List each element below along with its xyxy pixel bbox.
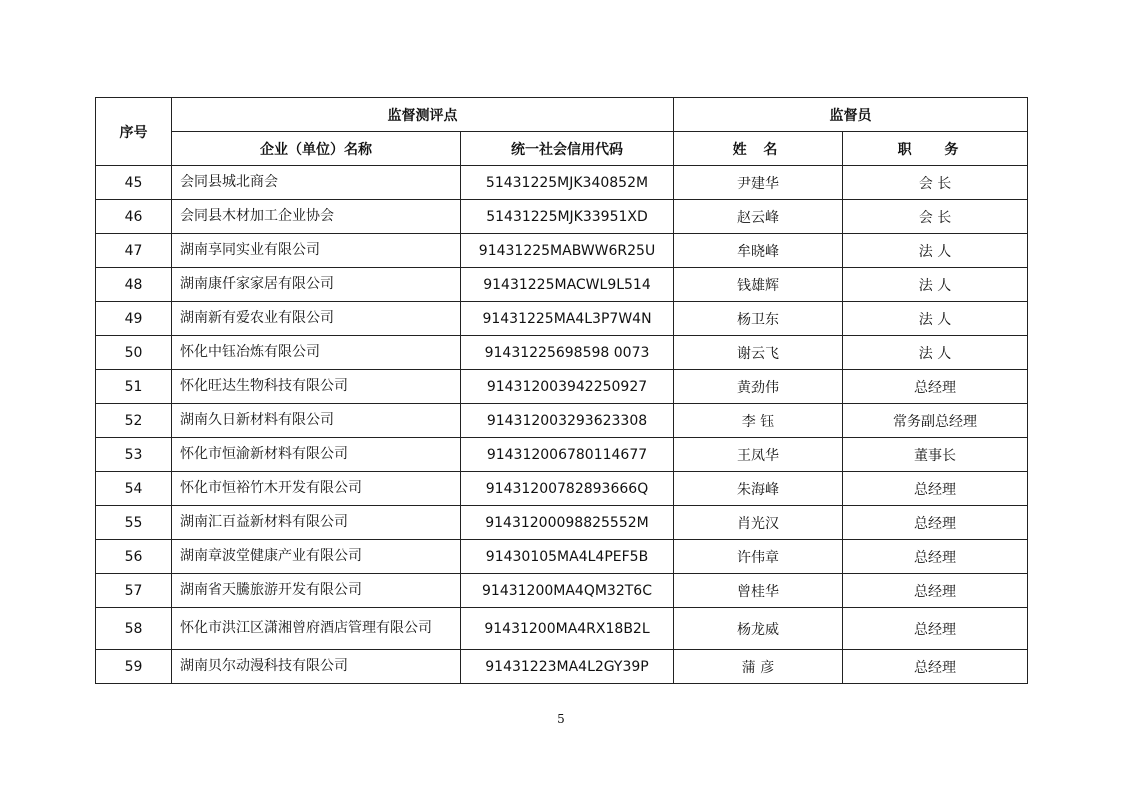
- cell-company-name: 怀化市洪江区潇湘曾府酒店管理有限公司: [172, 608, 461, 650]
- cell-seq: 45: [96, 166, 172, 200]
- cell-credit-code: 51431225MJK340852M: [461, 166, 674, 200]
- cell-seq: 56: [96, 540, 172, 574]
- table-row: [96, 370, 1028, 404]
- cell-position: 会 长: [843, 166, 1028, 200]
- supervision-table: [95, 97, 1028, 684]
- cell-person-name: 朱海峰: [674, 472, 843, 506]
- header-position: 职 务: [843, 132, 1028, 166]
- cell-position: 总经理: [843, 472, 1028, 506]
- cell-person-name: 肖光汉: [674, 506, 843, 540]
- cell-seq: 57: [96, 574, 172, 608]
- cell-credit-code: 914312003942250927: [461, 370, 674, 404]
- header-supervisor-group: 监督员: [674, 98, 1028, 132]
- cell-credit-code: 91431200MA4RX18B2L: [461, 608, 674, 650]
- cell-position: 总经理: [843, 650, 1028, 684]
- cell-company-name: 会同县木材加工企业协会: [172, 200, 461, 234]
- cell-credit-code: 914312006780114677: [461, 438, 674, 472]
- table-row: [96, 472, 1028, 506]
- cell-person-name: 蒲 彦: [674, 650, 843, 684]
- cell-person-name: 李 钰: [674, 404, 843, 438]
- cell-company-name: 湖南久日新材料有限公司: [172, 404, 461, 438]
- cell-seq: 48: [96, 268, 172, 302]
- table-row: [96, 608, 1028, 650]
- table-row: [96, 650, 1028, 684]
- table-row: [96, 302, 1028, 336]
- cell-credit-code: 914312003293623308: [461, 404, 674, 438]
- header-site-group: 监督测评点: [172, 98, 674, 132]
- cell-seq: 51: [96, 370, 172, 404]
- cell-credit-code: 91431200MA4QM32T6C: [461, 574, 674, 608]
- table-row: [96, 540, 1028, 574]
- cell-person-name: 杨卫东: [674, 302, 843, 336]
- cell-person-name: 赵云峰: [674, 200, 843, 234]
- cell-seq: 53: [96, 438, 172, 472]
- table-body: [96, 166, 1028, 684]
- table-row: [96, 336, 1028, 370]
- header-row-2: [96, 132, 1028, 166]
- cell-credit-code: 91431223MA4L2GY39P: [461, 650, 674, 684]
- table-row: [96, 200, 1028, 234]
- table-row: [96, 404, 1028, 438]
- cell-company-name: 怀化市恒渝新材料有限公司: [172, 438, 461, 472]
- cell-seq: 47: [96, 234, 172, 268]
- header-seq: 序号: [96, 98, 172, 166]
- cell-credit-code: 91431225MA4L3P7W4N: [461, 302, 674, 336]
- table-row: [96, 234, 1028, 268]
- cell-position: 会 长: [843, 200, 1028, 234]
- cell-position: 法 人: [843, 234, 1028, 268]
- cell-seq: 58: [96, 608, 172, 650]
- cell-position: 总经理: [843, 370, 1028, 404]
- cell-company-name: 湖南新有爱农业有限公司: [172, 302, 461, 336]
- cell-person-name: 牟晓峰: [674, 234, 843, 268]
- cell-credit-code: 51431225MJK33951XD: [461, 200, 674, 234]
- cell-seq: 52: [96, 404, 172, 438]
- cell-position: 总经理: [843, 540, 1028, 574]
- table-row: [96, 574, 1028, 608]
- cell-company-name: 湖南贝尔动漫科技有限公司: [172, 650, 461, 684]
- cell-position: 法 人: [843, 336, 1028, 370]
- cell-person-name: 黄劲伟: [674, 370, 843, 404]
- cell-credit-code: 91431225MACWL9L514: [461, 268, 674, 302]
- cell-person-name: 尹建华: [674, 166, 843, 200]
- cell-company-name: 湖南省天騰旅游开发有限公司: [172, 574, 461, 608]
- cell-credit-code: 91431200098825552M: [461, 506, 674, 540]
- cell-credit-code: 91431200782893666Q: [461, 472, 674, 506]
- cell-company-name: 怀化中钰冶炼有限公司: [172, 336, 461, 370]
- cell-person-name: 王凤华: [674, 438, 843, 472]
- header-company-name: 企业（单位）名称: [172, 132, 461, 166]
- table-row: [96, 506, 1028, 540]
- table-row: [96, 438, 1028, 472]
- cell-company-name: 湖南章波堂健康产业有限公司: [172, 540, 461, 574]
- cell-credit-code: 91430105MA4L4PEF5B: [461, 540, 674, 574]
- cell-person-name: 许伟章: [674, 540, 843, 574]
- cell-company-name: 怀化旺达生物科技有限公司: [172, 370, 461, 404]
- cell-position: 法 人: [843, 302, 1028, 336]
- table-row: [96, 268, 1028, 302]
- cell-company-name: 湖南享同实业有限公司: [172, 234, 461, 268]
- cell-position: 总经理: [843, 574, 1028, 608]
- header-row-1: [96, 98, 1028, 132]
- cell-company-name: 湖南康仟家家居有限公司: [172, 268, 461, 302]
- header-person-name: 姓 名: [674, 132, 843, 166]
- cell-person-name: 钱雄辉: [674, 268, 843, 302]
- cell-position: 总经理: [843, 608, 1028, 650]
- cell-person-name: 杨龙威: [674, 608, 843, 650]
- cell-position: 董事长: [843, 438, 1028, 472]
- page-number: 5: [557, 712, 565, 726]
- header-credit-code: 统一社会信用代码: [461, 132, 674, 166]
- cell-credit-code: 91431225698598 0073: [461, 336, 674, 370]
- cell-seq: 59: [96, 650, 172, 684]
- cell-person-name: 谢云飞: [674, 336, 843, 370]
- cell-seq: 49: [96, 302, 172, 336]
- cell-company-name: 湖南汇百益新材料有限公司: [172, 506, 461, 540]
- cell-seq: 55: [96, 506, 172, 540]
- cell-company-name: 会同县城北商会: [172, 166, 461, 200]
- cell-seq: 54: [96, 472, 172, 506]
- cell-position: 总经理: [843, 506, 1028, 540]
- table-row: [96, 166, 1028, 200]
- cell-person-name: 曾桂华: [674, 574, 843, 608]
- cell-seq: 46: [96, 200, 172, 234]
- cell-company-name: 怀化市恒裕竹木开发有限公司: [172, 472, 461, 506]
- cell-position: 法 人: [843, 268, 1028, 302]
- cell-seq: 50: [96, 336, 172, 370]
- cell-position: 常务副总经理: [843, 404, 1028, 438]
- cell-credit-code: 91431225MABWW6R25U: [461, 234, 674, 268]
